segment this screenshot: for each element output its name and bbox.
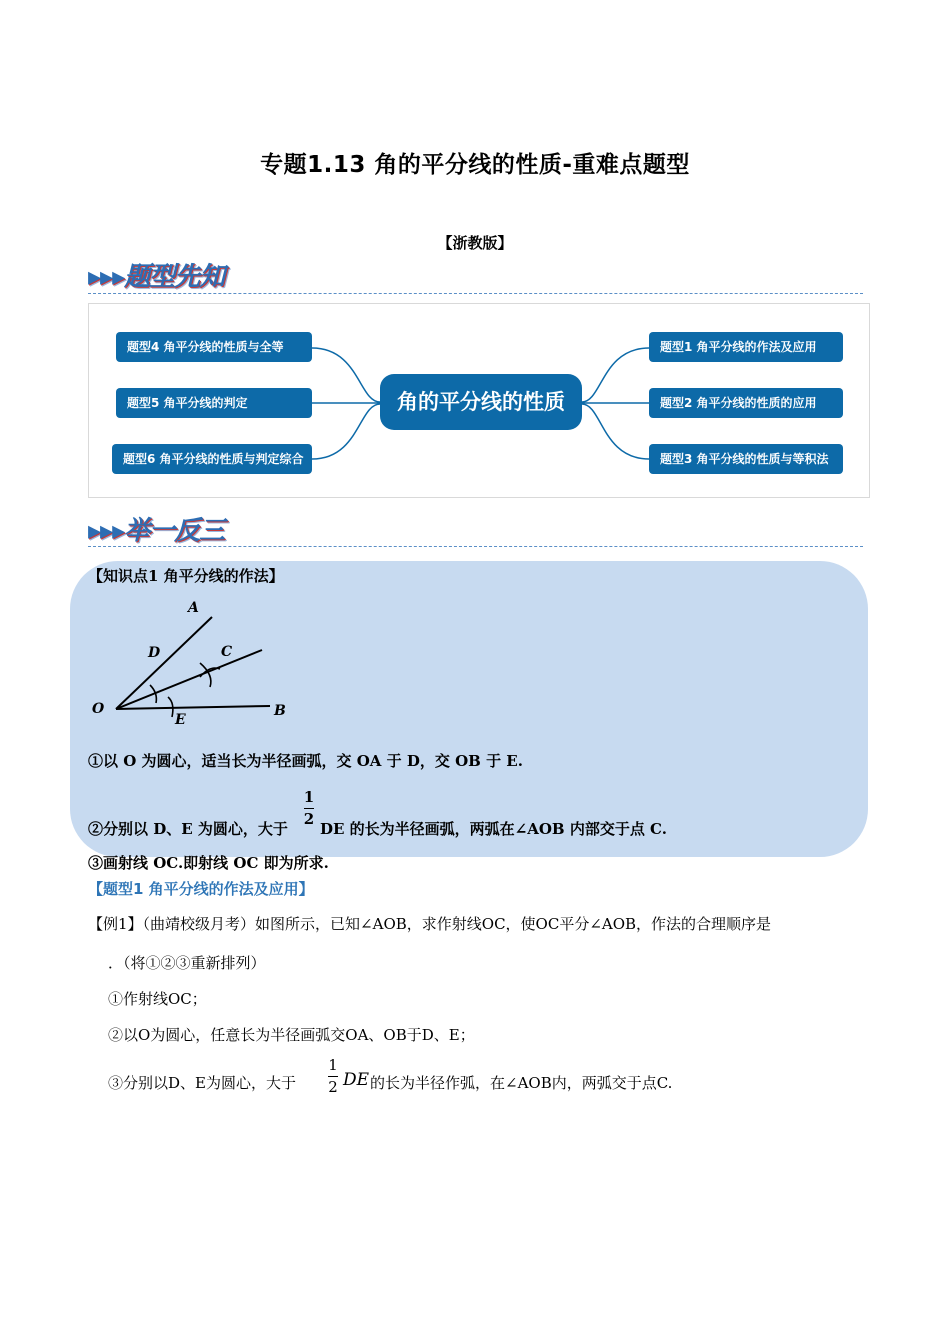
fraction-denominator: 2 [303,810,315,828]
ray-oc [116,650,262,709]
label-c: C [221,644,233,660]
section-title-preview: ▸▸▸题型先知 [88,262,225,292]
fraction-numerator: 1 [328,1056,338,1074]
mindmap-node-type6: 题型6 角平分线的性质与判定综合 [112,444,312,474]
label-e: E [175,712,186,728]
mindmap-node-type3: 题型3 角平分线的性质与等积法 [649,444,843,474]
section-divider [88,293,863,294]
mindmap-node-type4: 题型4 角平分线的性质与全等 [116,332,312,362]
example-1-option-3-segment: DE [343,1070,370,1090]
construction-step-1: ①以 O 为圆心，适当长为半径画弧，交 OA 于 D，交 OB 于 E. [88,752,523,770]
ray-ob [116,706,270,709]
mindmap [88,303,870,498]
connector-right-3 [582,404,649,459]
example-1-option-2: ②以O为圆心，任意长为半径画弧交OA、OB于D、E； [108,1026,475,1044]
example-1-question: 【例1】（曲靖校级月考）如图所示，已知∠AOB，求作射线OC，使OC平分∠AOB，作法的合理顺序是 [88,915,772,933]
fraction-denominator: 2 [328,1078,338,1096]
label-o: O [92,701,105,717]
mindmap-node-type1: 题型1 角平分线的作法及应用 [649,332,843,362]
question-type-1-heading: 【题型1 角平分线的作法及应用】 [88,880,314,898]
connector-right-1 [582,348,649,402]
label-d: D [148,645,161,661]
label-a: A [188,600,199,616]
fraction-numerator: 1 [303,788,315,806]
construction-step-3: ③画射线 OC.即射线 OC 即为所求. [88,854,329,872]
edition-label: 【浙教版】 [437,234,513,252]
knowledge-point-heading: 【知识点1 角平分线的作法】 [88,567,284,585]
page-title: 专题1.13 角的平分线的性质-重难点题型 [260,152,690,178]
connector-left-1 [312,348,380,402]
mindmap-center-node: 角的平分线的性质 [380,374,582,430]
example-1-option-1: ①作射线OC； [108,990,207,1008]
section-title-practice: ▸▸▸举一反三 [88,516,225,546]
example-1-instruction: ．（将①②③重新排列） [108,954,266,972]
section-divider [88,546,863,547]
fraction-bar [304,808,314,809]
mindmap-node-type5: 题型5 角平分线的判定 [116,388,312,418]
ray-oa [116,617,212,709]
label-b: B [274,703,286,719]
example-1-option-3-prefix: ③分别以D、E为圆心，大于 [108,1074,296,1092]
example-1-option-3-suffix: 的长为半径作弧，在∠AOB内，两弧交于点C. [370,1074,673,1092]
fraction-bar [328,1076,338,1077]
mindmap-node-type2: 题型2 角平分线的性质的应用 [649,388,843,418]
construction-step-2-suffix: DE 的长为半径画弧，两弧在∠AOB 内部交于点 C. [320,820,667,838]
angle-bisector-diagram [88,595,308,735]
construction-step-2-prefix: ②分别以 D、E 为圆心，大于 [88,820,288,838]
connector-left-3 [312,404,380,459]
